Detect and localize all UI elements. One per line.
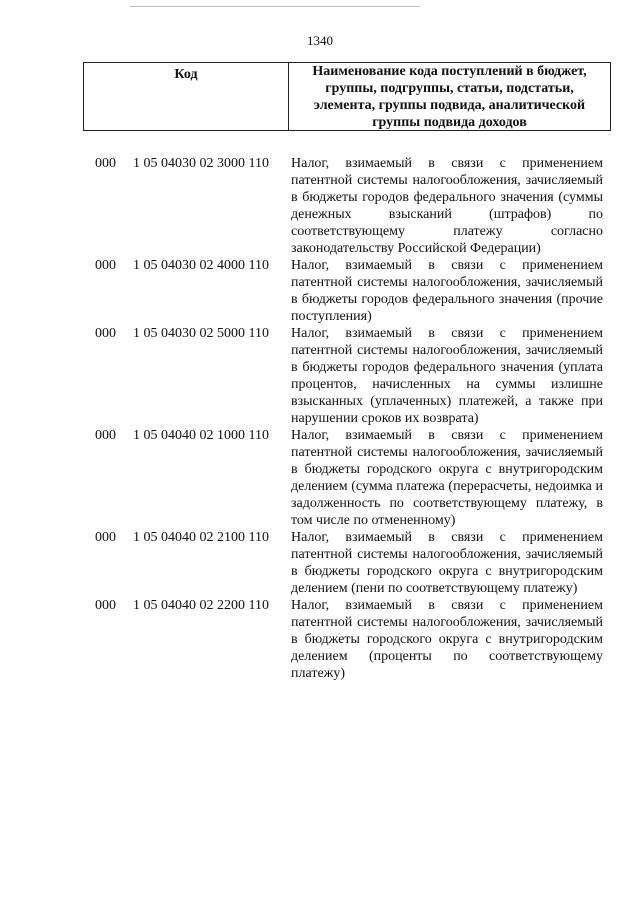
table-row <box>0 257 640 325</box>
income-name: Налог, взимаемый в связи с применением патентной системы налогообложения, зачисляемый в бюджеты городского округа с внутригородским делением (пени по соответствующему платежу) <box>291 530 603 596</box>
table-row <box>0 155 640 257</box>
income-code-list <box>0 155 640 682</box>
admin-code: 000 <box>95 326 116 341</box>
admin-code: 000 <box>95 530 116 545</box>
income-name: Налог, взимаемый в связи с применением патентной системы налогообложения, зачисляемый в бюджеты городов федерального значения (уплата процентов, начисленных на суммы излишне взысканных (уплаченных) платежей, а также при нарушении сроков их возврата) <box>291 326 603 426</box>
admin-code: 000 <box>95 258 116 273</box>
income-code: 1 05 04030 02 3000 110 <box>133 156 269 171</box>
admin-code: 000 <box>95 156 116 171</box>
income-code: 1 05 04030 02 5000 110 <box>133 326 269 341</box>
income-name: Налог, взимаемый в связи с применением патентной системы налогообложения, зачисляемый в бюджеты городского округа с внутригородским делением (проценты по соответствующему платежу) <box>291 598 603 681</box>
table-row <box>0 427 640 529</box>
income-name: Налог, взимаемый в связи с применением патентной системы налогообложения, зачисляемый в бюджеты городского округа с внутригородским делением (сумма платежа (перерасчеты, недоимка и задолженность по соответствующему платежу, в том числе по отмененному) <box>291 428 603 528</box>
income-code: 1 05 04040 02 2100 110 <box>133 530 269 545</box>
admin-code: 000 <box>95 428 116 443</box>
header-name-column: Наименование кода поступлений в бюджет, группы, подгруппы, статьи, подстатьи, элемента, группы подвида, аналитической группы подвида доходов <box>312 64 587 130</box>
admin-code: 000 <box>95 598 116 613</box>
table-header <box>83 62 611 131</box>
table-row <box>0 325 640 427</box>
top-scan-rule <box>130 6 420 7</box>
income-code: 1 05 04040 02 2200 110 <box>133 598 269 613</box>
page-number: 1340 <box>307 33 333 48</box>
income-name: Налог, взимаемый в связи с применением патентной системы налогообложения, зачисляемый в бюджеты городов федерального значения (прочие поступления) <box>291 258 603 324</box>
income-name: Налог, взимаемый в связи с применением патентной системы налогообложения, зачисляемый в бюджеты городов федерального значения (суммы денежных взысканий (штрафов) по соответствующему платежу согласно законодательству Российской Федерации) <box>291 156 603 256</box>
income-code: 1 05 04030 02 4000 110 <box>133 258 269 273</box>
table-row <box>0 529 640 597</box>
header-code-column: Код <box>84 63 289 130</box>
table-row <box>0 597 640 682</box>
income-code: 1 05 04040 02 1000 110 <box>133 428 269 443</box>
